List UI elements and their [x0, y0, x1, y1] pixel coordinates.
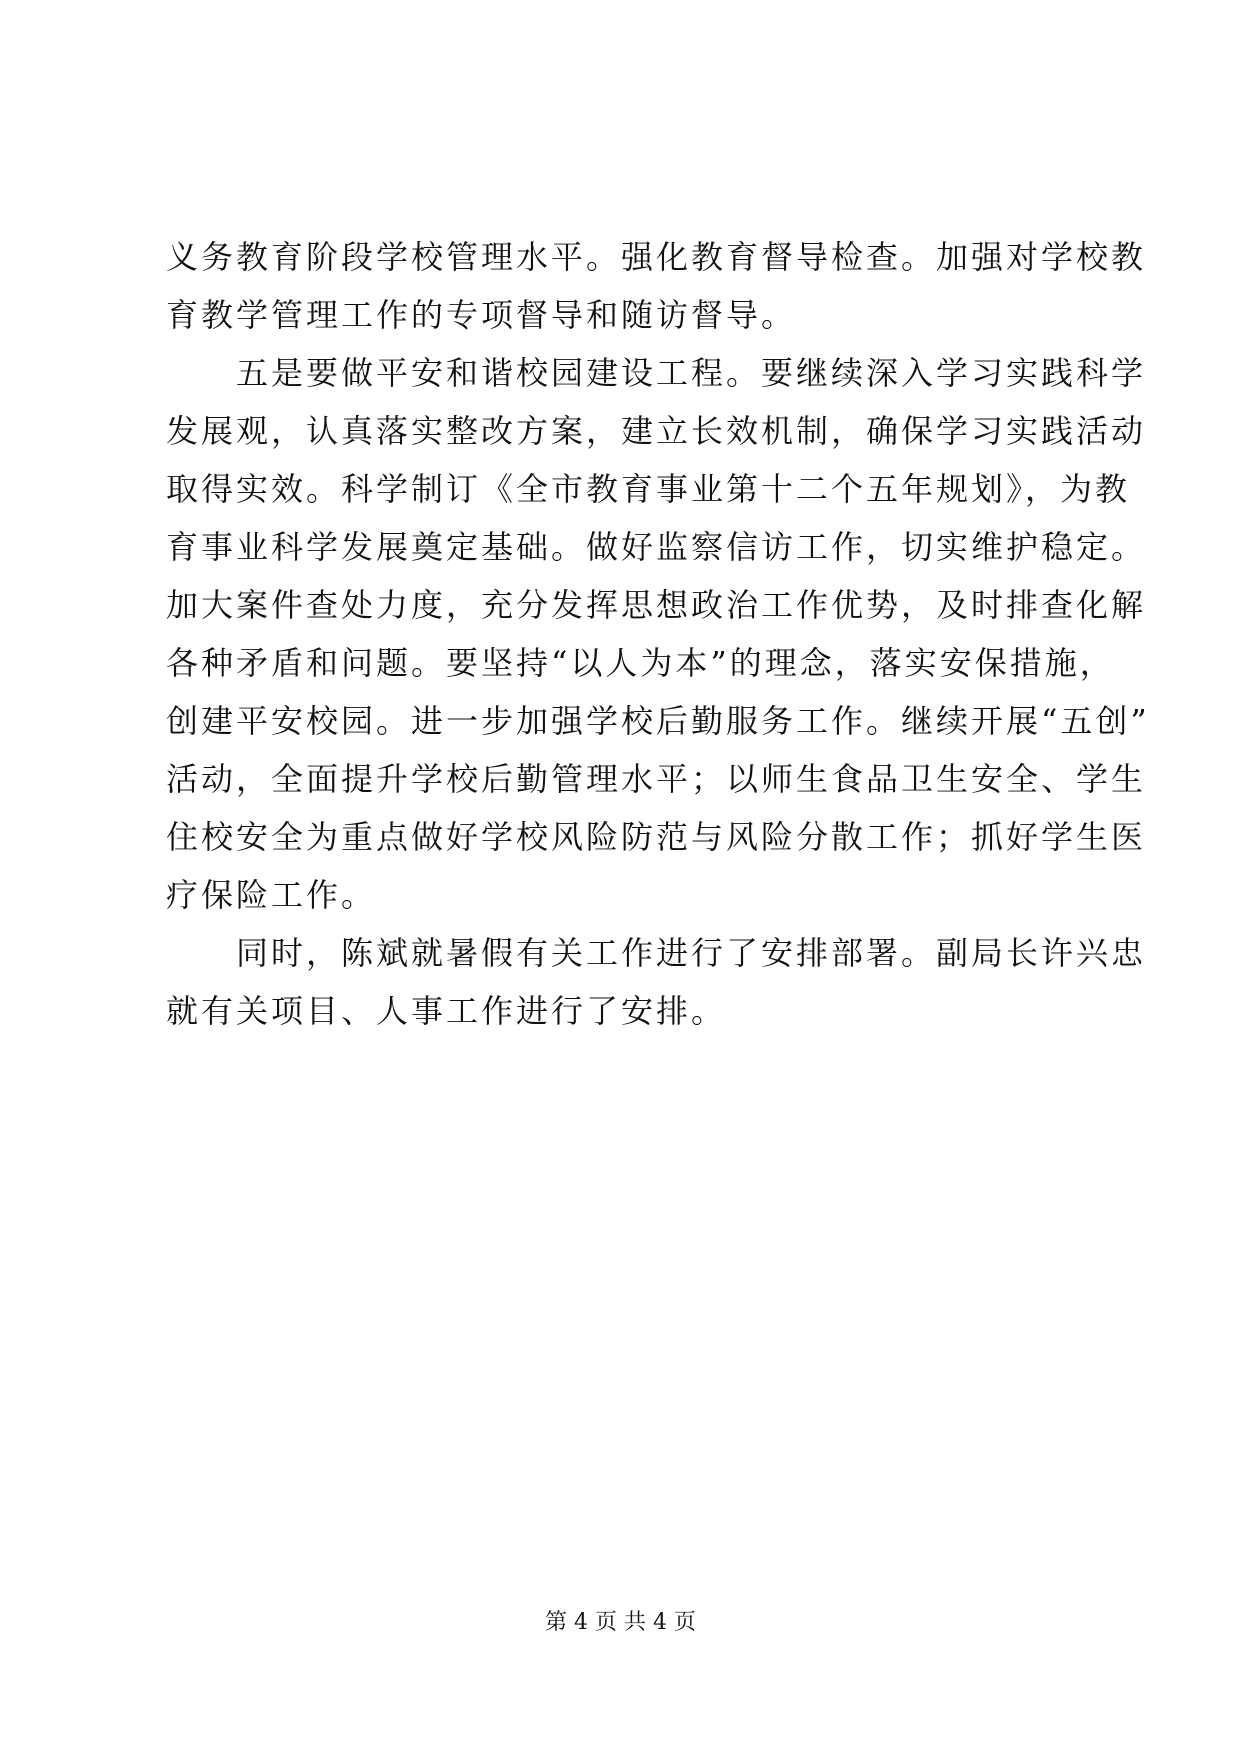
text-line: 义务教育阶段学校管理水平。强化教育督导检查。加强对学校教: [166, 238, 1147, 276]
text-line: 五是要做平安和谐校园建设工程。要继续深入学习实践科学: [236, 354, 1147, 392]
text-line: 就有关项目、人事工作进行了安排。: [166, 992, 727, 1030]
page-number-footer: 第 4 页 共 4 页: [545, 1610, 696, 1635]
text-line: 活动，全面提升学校后勤管理水平；以师生食品卫生安全、学生: [166, 760, 1147, 798]
text-line: 住校安全为重点做好学校风险防范与风险分散工作；抓好学生医: [166, 818, 1147, 856]
text-line: 同时，陈斌就暑假有关工作进行了安排部署。副局长许兴忠: [236, 934, 1147, 972]
text-line: 育事业科学发展奠定基础。做好监察信访工作，切实维护稳定。: [166, 528, 1147, 566]
text-line: 创建平安校园。进一步加强学校后勤服务工作。继续开展“五创”: [166, 702, 1150, 740]
document-body: [166, 228, 1150, 1040]
text-line: 育教学管理工作的专项督导和随访督导。: [166, 296, 797, 334]
paragraph: [166, 924, 1147, 1040]
text-line: 疗保险工作。: [166, 876, 377, 914]
text-line: 各种矛盾和问题。要坚持“以人为本”的理念，落实安保措施，: [166, 644, 1115, 682]
paragraph: [166, 344, 1150, 924]
text-line: 取得实效。科学制订《全市教育事业第十二个五年规划》，为教: [166, 470, 1131, 508]
paragraph: [166, 228, 1147, 344]
text-line: 加大案件查处力度，充分发挥思想政治工作优势，及时排查化解: [166, 586, 1147, 624]
text-line: 发展观，认真落实整改方案，建立长效机制，确保学习实践活动: [166, 412, 1147, 450]
